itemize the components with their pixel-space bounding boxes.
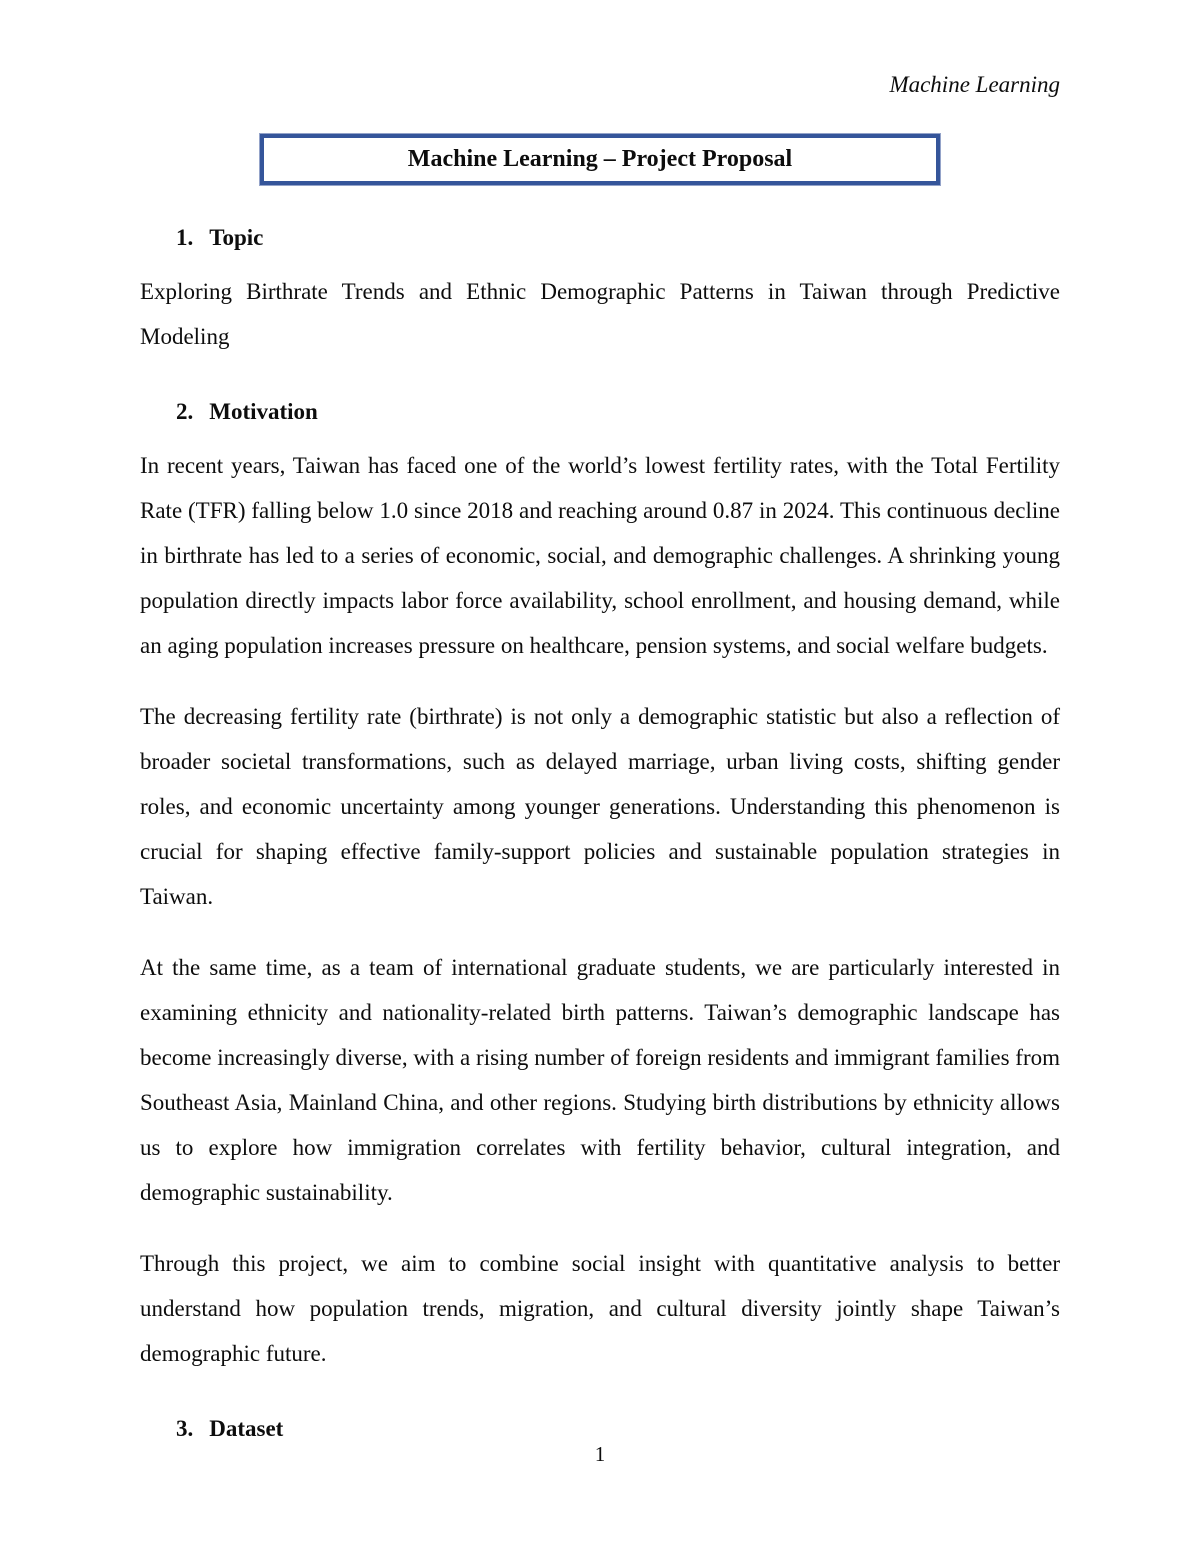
- topic-paragraph: Exploring Birthrate Trends and Ethnic Demographic Patterns in Taiwan through Predictive Modeling: [140, 279, 1060, 349]
- title-box: [260, 134, 940, 185]
- section-heading-topic: [140, 223, 1060, 253]
- motivation-paragraph-2: The decreasing fertility rate (birthrate) is not only a demographic statistic but also a reflection of broader societal transformations, such as delayed marriage, urban living costs, shifting gender roles, and economic uncertainty among younger generations. Understanding this phenomenon is crucial for shaping effective family-support policies and sustainable population strategies in Taiwan.: [140, 704, 1060, 909]
- section-number: 1.: [176, 225, 194, 250]
- motivation-paragraph-4: Through this project, we aim to combine social insight with quantitative analysis to better understand how population trends, migration, and cultural diversity jointly shape Taiwan’s demographic future.: [140, 1251, 1060, 1366]
- section-heading-label: Motivation: [209, 399, 318, 424]
- running-header: Machine Learning: [889, 72, 1060, 97]
- section-heading-dataset: [140, 1414, 1060, 1444]
- motivation-paragraph-3: At the same time, as a team of international graduate students, we are particularly interested in examining ethnicity and nationality-related birth patterns. Taiwan’s demographic landscape has become increasingly diverse, with a rising number of foreign residents and immigrant families from Southeast Asia, Mainland China, and other regions. Studying birth distributions by ethnicity allows us to explore how immigration correlates with fertility behavior, cultural integration, and demographic sustainability.: [140, 955, 1060, 1205]
- section-heading-label: Dataset: [209, 1416, 284, 1441]
- section-number: 2.: [176, 399, 194, 424]
- page-number: 1: [594, 1442, 606, 1466]
- document-title: Machine Learning – Project Proposal: [407, 146, 793, 172]
- section-heading-motivation: [140, 397, 1060, 427]
- motivation-paragraph-1: In recent years, Taiwan has faced one of the world’s lowest fertility rates, with the Total Fertility Rate (TFR) falling below 1.0 since 2018 and reaching around 0.87 in 2024. This continuous decline in birthrate has led to a series of economic, social, and demographic challenges. A shrinking young population directly impacts labor force availability, school enrollment, and housing demand, while an aging population increases pressure on healthcare, pension systems, and social welfare budgets.: [140, 453, 1060, 658]
- section-number: 3.: [176, 1416, 194, 1441]
- section-heading-label: Topic: [209, 225, 264, 250]
